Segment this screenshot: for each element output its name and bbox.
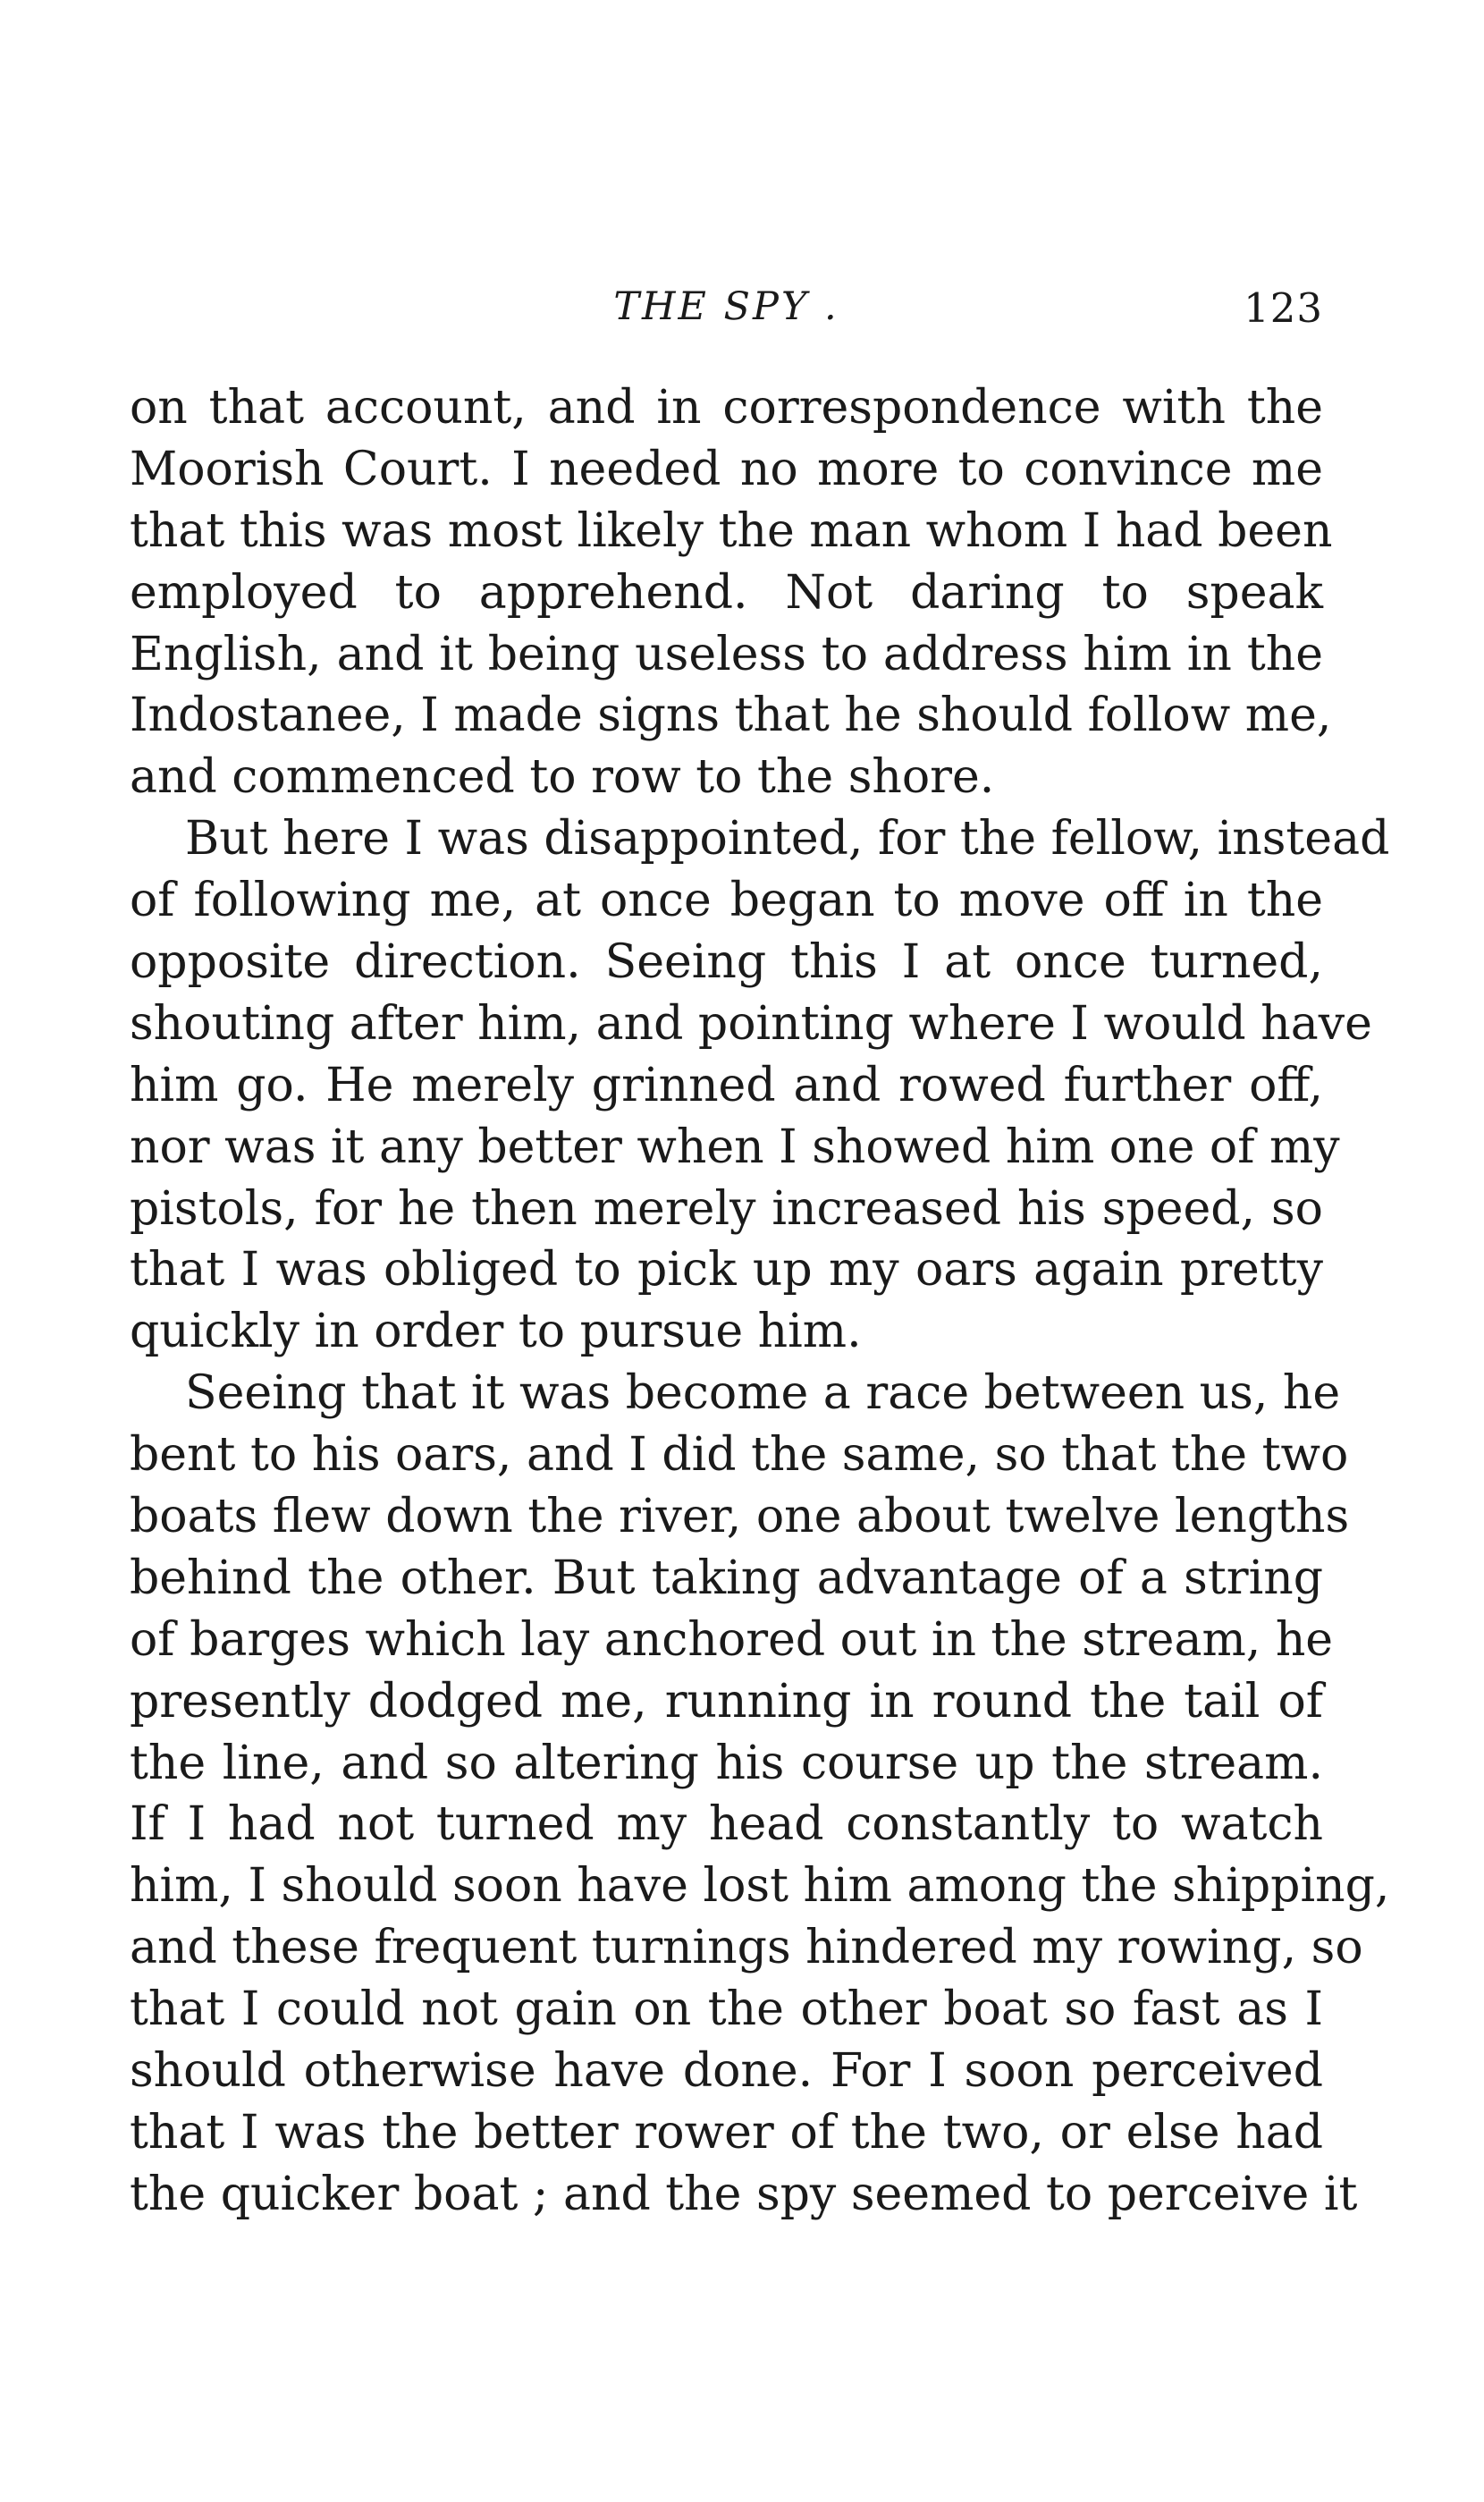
text-line: should otherwise have done. For I soon perceived [130, 2044, 1323, 2099]
text-line: him, I should soon have lost him among the shipping, [130, 1859, 1390, 1914]
text-line: him go. He merely grinned and rowed further off, [130, 1058, 1323, 1112]
page-number: 123 [1244, 284, 1323, 332]
text-line: employed to apprehend. Not daring to speak [130, 565, 1323, 620]
text-line: quickly in order to pursue him. [130, 1305, 862, 1359]
text-line: pistols, for he then merely increased his speed, so [130, 1181, 1323, 1236]
text-line: the line, and so altering his course up the stream. [130, 1736, 1323, 1790]
text-line: opposite direction. Seeing this I at once turned, [130, 935, 1323, 990]
text-line: and commenced to row to the shore. [130, 750, 995, 805]
text-line: of barges which lay anchored out in the stream, he [130, 1612, 1334, 1667]
text-line: bent to his oars, and I did the same, so that the two [130, 1428, 1349, 1483]
text-line: boats flew down the river, one about twelve lengths [130, 1490, 1350, 1544]
text-line: of following me, at once began to move off in the [130, 874, 1323, 928]
text-line: behind the other. But taking advantage of a string [130, 1551, 1323, 1605]
running-head [130, 284, 1323, 338]
text-line: English, and it being useless to address him in the [130, 627, 1323, 681]
text-line: and these frequent turnings hindered my rowing, so [130, 1921, 1363, 1975]
text-line: Seeing that it was become a race between us, he [185, 1366, 1341, 1421]
body-text [130, 377, 1390, 2226]
text-line: Moorish Court. I needed no more to convince me [130, 442, 1323, 496]
text-line: If I had not turned my head constantly to watch [130, 1797, 1323, 1852]
running-title: THE SPY . [613, 284, 839, 329]
text-line: But here I was disappointed, for the fellow, instead [185, 812, 1390, 866]
text-line: Indostanee, I made signs that he should follow me, [130, 689, 1332, 743]
text-line: presently dodged me, running in round the tail of [130, 1674, 1323, 1729]
text-line: that I was the better rower of the two, or else had [130, 2105, 1323, 2160]
text-line: shouting after him, and pointing where I would have [130, 996, 1372, 1051]
text-line: that I was obliged to pick up my oars again pretty [130, 1243, 1323, 1297]
text-line: that I could not gain on the other boat so fast as I [130, 1982, 1323, 2037]
text-line: that this was most likely the man whom I had been [130, 503, 1333, 558]
text-line: nor was it any better when I showed him one of my [130, 1120, 1340, 1174]
text-line: the quicker boat ; and the spy seemed to perceive it [130, 2167, 1358, 2221]
text-line: on that account, and in correspondence with the [130, 381, 1323, 435]
